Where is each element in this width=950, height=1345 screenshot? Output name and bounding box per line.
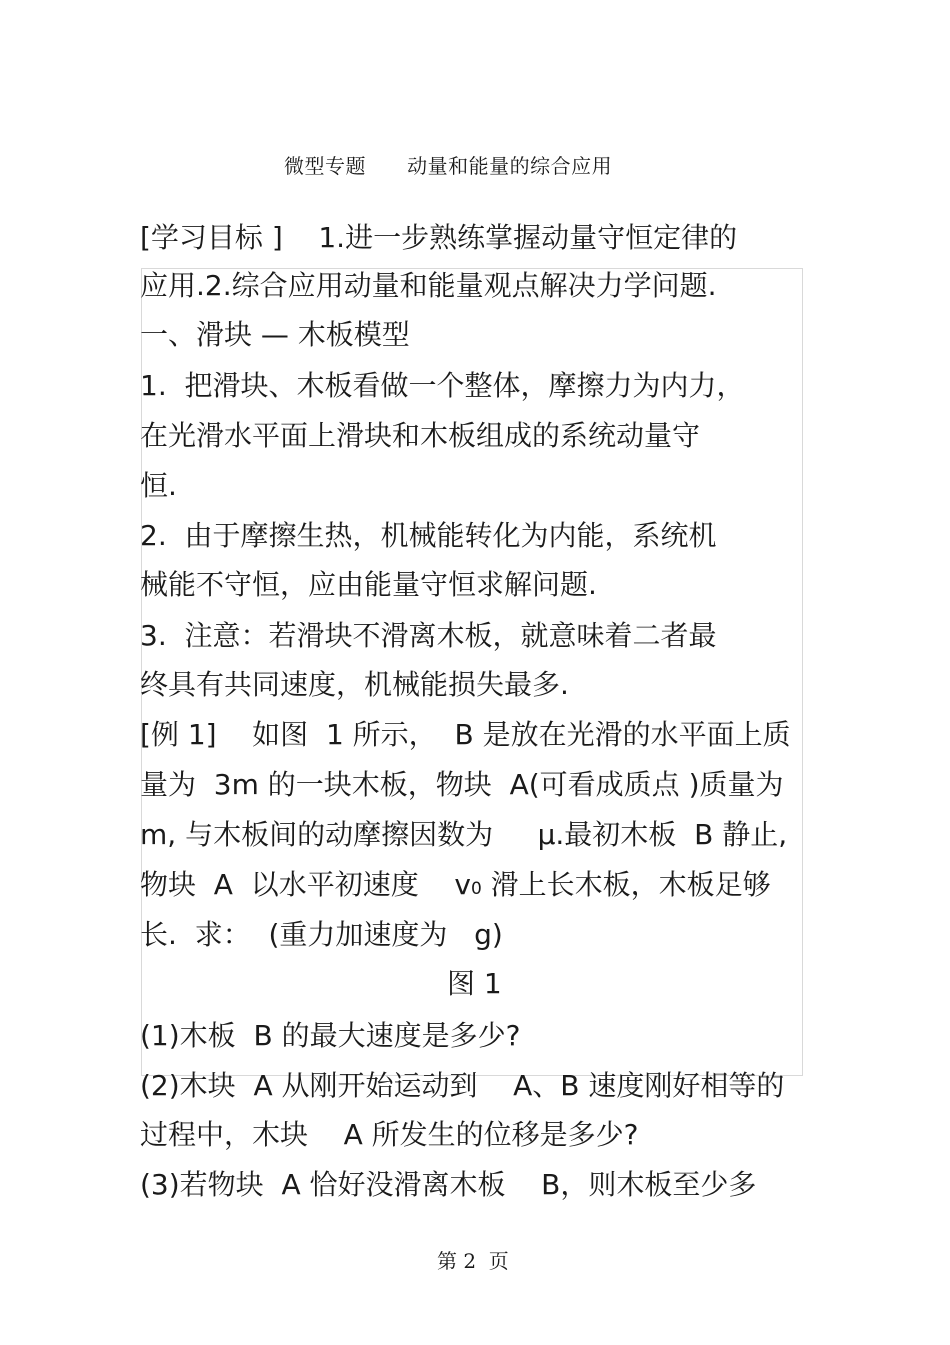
text-line: [学习目标 ] 1.进一步熟练掌握动量守恒定律的	[140, 221, 738, 254]
text-line	[140, 868, 771, 906]
question-line: (2)木块 A 从刚开始运动到 A、B 速度刚好相等的	[140, 1069, 785, 1102]
question-line: (1)木板 B 的最大速度是多少?	[140, 1019, 521, 1052]
text-segment: 滑上长木板，木板足够	[481, 868, 771, 901]
text-line: 长. 求： (重力加速度为 g)	[140, 918, 503, 951]
text-line: 恒.	[140, 469, 177, 502]
text-line: 量为 3m 的一块木板，物块 A(可看成质点 )质量为	[140, 768, 784, 801]
text-line: 终具有共同速度，机械能损失最多.	[140, 668, 569, 701]
text-line: 3. 注意：若滑块不滑离木板，就意味着二者最	[140, 619, 717, 652]
text-line: 应用.2.综合应用动量和能量观点解决力学问题.	[140, 269, 717, 302]
text-line: 1. 把滑块、木板看做一个整体，摩擦力为内力，	[140, 369, 745, 402]
subscript: 0	[470, 879, 482, 899]
text-segment: 物块 A 以水平初速度 v	[140, 868, 471, 901]
figure-label: 图 1	[447, 967, 502, 1000]
document-title: 微型专题 动量和能量的综合应用	[284, 154, 613, 178]
example-line: [例 1] 如图 1 所示， B 是放在光滑的水平面上质	[140, 718, 791, 751]
question-line: 过程中，木块 A 所发生的位移是多少?	[140, 1118, 639, 1151]
section-heading: 一、滑块 — 木板模型	[140, 318, 410, 351]
page-number: 第 2 页	[437, 1249, 509, 1273]
text-line: m, 与木板间的动摩擦因数为 μ.最初木板 B 静止,	[140, 818, 788, 851]
question-line: (3)若物块 A 恰好没滑离木板 B，则木板至少多	[140, 1168, 757, 1201]
text-line: 2. 由于摩擦生热，机械能转化为内能，系统机	[140, 519, 717, 552]
text-line: 械能不守恒，应由能量守恒求解问题.	[140, 568, 597, 601]
text-line: 在光滑水平面上滑块和木板组成的系统动量守	[140, 419, 701, 452]
